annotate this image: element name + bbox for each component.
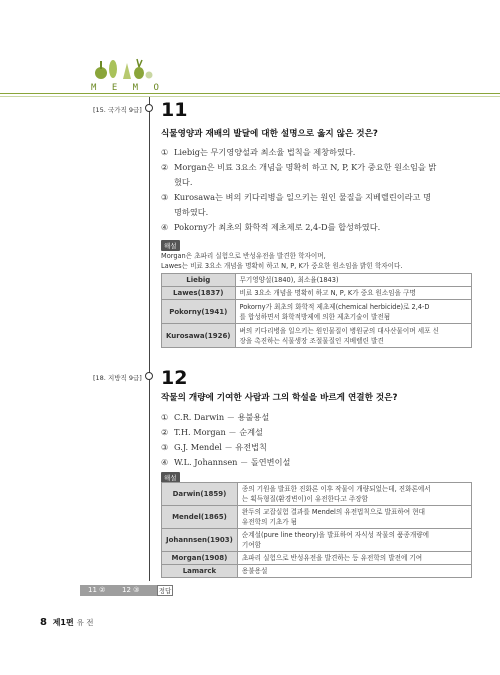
table-key: Darwin(1859) bbox=[162, 483, 238, 506]
table-key: Pokorny(1941) bbox=[162, 300, 236, 324]
q11-number: 11 bbox=[161, 99, 188, 121]
answer-11: 11 ② bbox=[88, 586, 106, 594]
memo-divider bbox=[0, 93, 500, 94]
q12-explanation-label: 해설 bbox=[161, 472, 180, 483]
q12-question: 작물의 개량에 기여한 사람과 그의 학설을 바르게 연결한 것은? bbox=[161, 393, 398, 403]
table-key: Lamarck bbox=[162, 565, 238, 578]
page-number: 8 bbox=[40, 617, 47, 628]
table-key: Mendel(1865) bbox=[162, 506, 238, 529]
table-value: 비료 3요소 개념을 명확히 하고 N, P, K가 중요 원소임을 구명 bbox=[235, 287, 471, 300]
answer-label: 정답 bbox=[158, 587, 172, 595]
margin-axis bbox=[149, 97, 150, 581]
table-row bbox=[162, 274, 472, 287]
table-value: 완두의 교잡실험 결과를 Mendel의 유전법칙으로 발표하여 현대 유전학의 기초가 됨 bbox=[237, 506, 471, 529]
table-value: 종의 기원을 발표한 진화론 이후 작물이 개량되었는데, 진화론에서 는 획득형질(환경변이)이 유전한다고 주장함 bbox=[237, 483, 471, 506]
part-label: 제1편 bbox=[52, 618, 74, 627]
q11-option-3-cont: 명하였다. bbox=[174, 207, 209, 217]
table-value: 벼의 키다리병을 일으키는 원인물질이 병원균의 대사산물이며 세포 신 장을 촉진하는 식물생장 조절물질인 지베렐린 발견 bbox=[235, 324, 471, 348]
q11-explanation-line-1: Morgan은 초파리 실험으로 반성유전을 발견한 학자이며, bbox=[161, 252, 326, 260]
q12-table bbox=[161, 482, 472, 578]
q11-option-4: ④ Pokorny가 최초의 화학적 제초제로 2,4-D를 합성하였다. bbox=[161, 222, 381, 232]
memo-divider-light bbox=[0, 96, 500, 97]
answer-12: 12 ③ bbox=[122, 586, 140, 594]
q11-option-2-cont: 혔다. bbox=[174, 177, 193, 187]
q12-option-2: ② T.H. Morgan － 순계설 bbox=[161, 427, 263, 437]
table-value: 무기영양설(1840), 최소율(1843) bbox=[235, 274, 471, 287]
q11-option-3: ③ Kurosawa는 벼의 키다리병을 일으키는 원인 물질을 지베렐린이라고 명 bbox=[161, 192, 431, 202]
chapter-title: 유 전 bbox=[76, 618, 94, 627]
table-key: Johannsen(1903) bbox=[162, 529, 238, 552]
vegetable-illustration-icon bbox=[93, 55, 153, 83]
q11-explanation-label: 해설 bbox=[161, 240, 180, 251]
q11-marker bbox=[145, 104, 153, 112]
q12-option-4: ④ W.L. Johannsen － 돌연변이설 bbox=[161, 457, 291, 467]
q11-option-2: ② Morgan은 비료 3요소 개념을 명확히 하고 N, P, K가 중요한 원소임을 밝 bbox=[161, 162, 437, 172]
table-row bbox=[162, 506, 472, 529]
q11-explanation-line-2: Lawes는 비료 3요소 개념을 명확히 하고 N, P, K가 중요한 원소임을 밝힌 학자이다. bbox=[161, 262, 403, 270]
q11-option-1: ① Liebig는 무기영양설과 최소율 법칙을 제창하였다. bbox=[161, 147, 356, 157]
table-row bbox=[162, 287, 472, 300]
table-value: Pokorny가 최초의 화학적 제초제(chemical herbicide)로 2,4-D 를 합성하면서 화학적방제에 의한 제초기술이 발전됨 bbox=[235, 300, 471, 324]
page-footer bbox=[40, 617, 93, 628]
table-value: 용불용설 bbox=[237, 565, 471, 578]
table-row bbox=[162, 300, 472, 324]
table-value: 초파리 실험으로 반성유전을 발견하는 등 유전학의 발전에 기여 bbox=[237, 552, 471, 565]
table-key: Liebig bbox=[162, 274, 236, 287]
table-value: 순계설(pure line theory)을 발표하여 자식성 작물의 품종개량에 기여함 bbox=[237, 529, 471, 552]
table-row bbox=[162, 324, 472, 348]
memo-label: M E M O bbox=[91, 83, 164, 93]
q12-option-1: ① C.R. Darwin － 용불용설 bbox=[161, 412, 270, 422]
table-key: Lawes(1837) bbox=[162, 287, 236, 300]
table-key: Kurosawa(1926) bbox=[162, 324, 236, 348]
q11-table bbox=[161, 273, 472, 348]
q12-source: [18. 지방직 9급] bbox=[93, 374, 142, 382]
q11-source: [15. 국가직 9급] bbox=[93, 106, 142, 114]
q12-marker bbox=[145, 372, 153, 380]
table-row bbox=[162, 552, 472, 565]
table-key: Morgan(1908) bbox=[162, 552, 238, 565]
q12-number: 12 bbox=[161, 367, 188, 389]
table-row bbox=[162, 529, 472, 552]
q11-question: 식물영양과 재배의 발달에 대한 설명으로 옳지 않은 것은? bbox=[161, 129, 378, 139]
table-row bbox=[162, 565, 472, 578]
table-row bbox=[162, 483, 472, 506]
q12-option-3: ③ G.J. Mendel － 유전법칙 bbox=[161, 442, 267, 452]
